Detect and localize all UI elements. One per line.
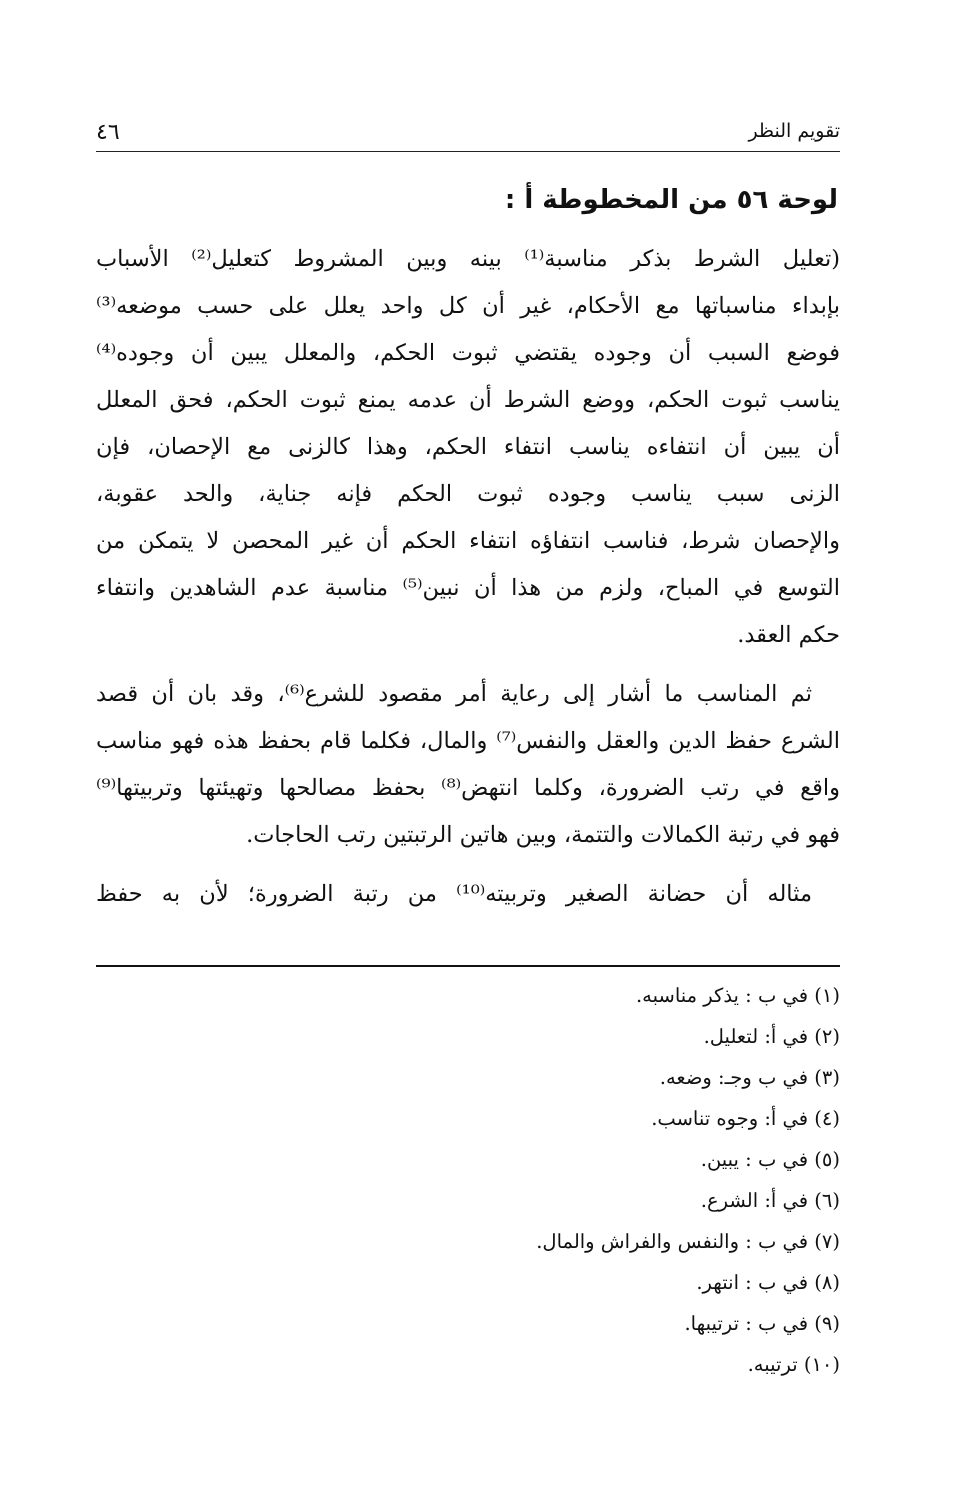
text-line: حكم العقد. — [737, 622, 840, 648]
footnote: (١) في ب : يذكر مناسبه. — [635, 984, 840, 1007]
text-line: التوسع في المباح، ولزم من هذا أن نبين⁽⁵⁾ مناسبة عدم الشاهدين وانتفاء — [96, 575, 840, 601]
text-line: بإبداء مناسباتها مع الأحكام، غير أن كل واحد يعلل على حسب موضعه⁽³⁾ — [96, 293, 840, 319]
main-text — [96, 236, 840, 918]
text-line: (تعليل الشرط بذكر مناسبة⁽¹⁾ بينه وبين المشروط كتعليل⁽²⁾ الأسباب — [96, 246, 840, 272]
paragraph-2 — [96, 671, 840, 859]
footnote: (٥) في ب : يبين. — [700, 1148, 840, 1171]
running-title: تقويم النظر — [748, 120, 840, 142]
footnote: (١٠) ترتيبه. — [747, 1353, 840, 1376]
text-line: الزنى سبب يناسب وجوده ثبوت الحكم فإنه جناية، والحد عقوبة، — [96, 481, 840, 507]
text-line: ثم المناسب ما أشار إلى رعاية أمر مقصود للشرع⁽⁶⁾، وقد بان أن قصد — [96, 681, 812, 707]
text-line: فوضع السبب أن وجوده يقتضي ثبوت الحكم، والمعلل يبين أن وجوده⁽⁴⁾ — [96, 340, 840, 366]
footnote: (٦) في أ: الشرع. — [700, 1189, 840, 1212]
footnote: (٩) في ب : ترتيبها. — [684, 1312, 840, 1335]
footnote-rule — [96, 965, 840, 967]
paragraph-3 — [96, 871, 840, 918]
footnote: (٤) في أ: وجوه تناسب. — [651, 1107, 840, 1130]
section-heading: لوحة ٥٦ من المخطوطة أ : — [504, 185, 838, 215]
text-line: والإحصان شرط، فناسب انتفاؤه انتفاء الحكم أن غير المحصن لا يتمكن من — [96, 528, 840, 554]
paragraph-gap — [96, 659, 840, 671]
footnote: (٨) في ب : انتهر. — [696, 1271, 840, 1294]
text-line: واقع في رتب الضرورة، وكلما انتهض⁽⁸⁾ بحفظ مصالحها وتهيئتها وتربيتها⁽⁹⁾ — [96, 775, 840, 801]
header-rule — [96, 151, 840, 152]
text-line: الشرع حفظ الدين والعقل والنفس⁽⁷⁾ والمال، فكلما قام بحفظ هذه فهو مناسب — [96, 728, 840, 754]
paragraph-1 — [96, 236, 840, 659]
footnote: (٧) في ب : والنفس والفراش والمال. — [536, 1230, 840, 1253]
text-line: أن يبين أن انتفاءه يناسب انتفاء الحكم، وهذا كالزنى مع الإحصان، فإن — [96, 434, 840, 460]
footnote: (٢) في أ: لتعليل. — [703, 1025, 840, 1048]
page-number: ٤٦ — [96, 120, 120, 145]
text-line: يناسب ثبوت الحكم، ووضع الشرط أن عدمه يمنع ثبوت الحكم، فحق المعلل — [96, 387, 840, 413]
paragraph-gap — [96, 859, 840, 871]
text-line: مثاله أن حضانة الصغير وتربيته⁽¹⁰⁾ من رتبة الضرورة؛ لأن به حفظ — [96, 881, 812, 907]
text-line: فهو في رتبة الكمالات والتتمة، وبين هاتين الرتبتين رتب الحاجات. — [246, 822, 840, 848]
footnotes — [280, 975, 840, 1385]
page-header — [96, 110, 840, 150]
footnote: (٣) في ب وجـ: وضعه. — [659, 1066, 840, 1089]
